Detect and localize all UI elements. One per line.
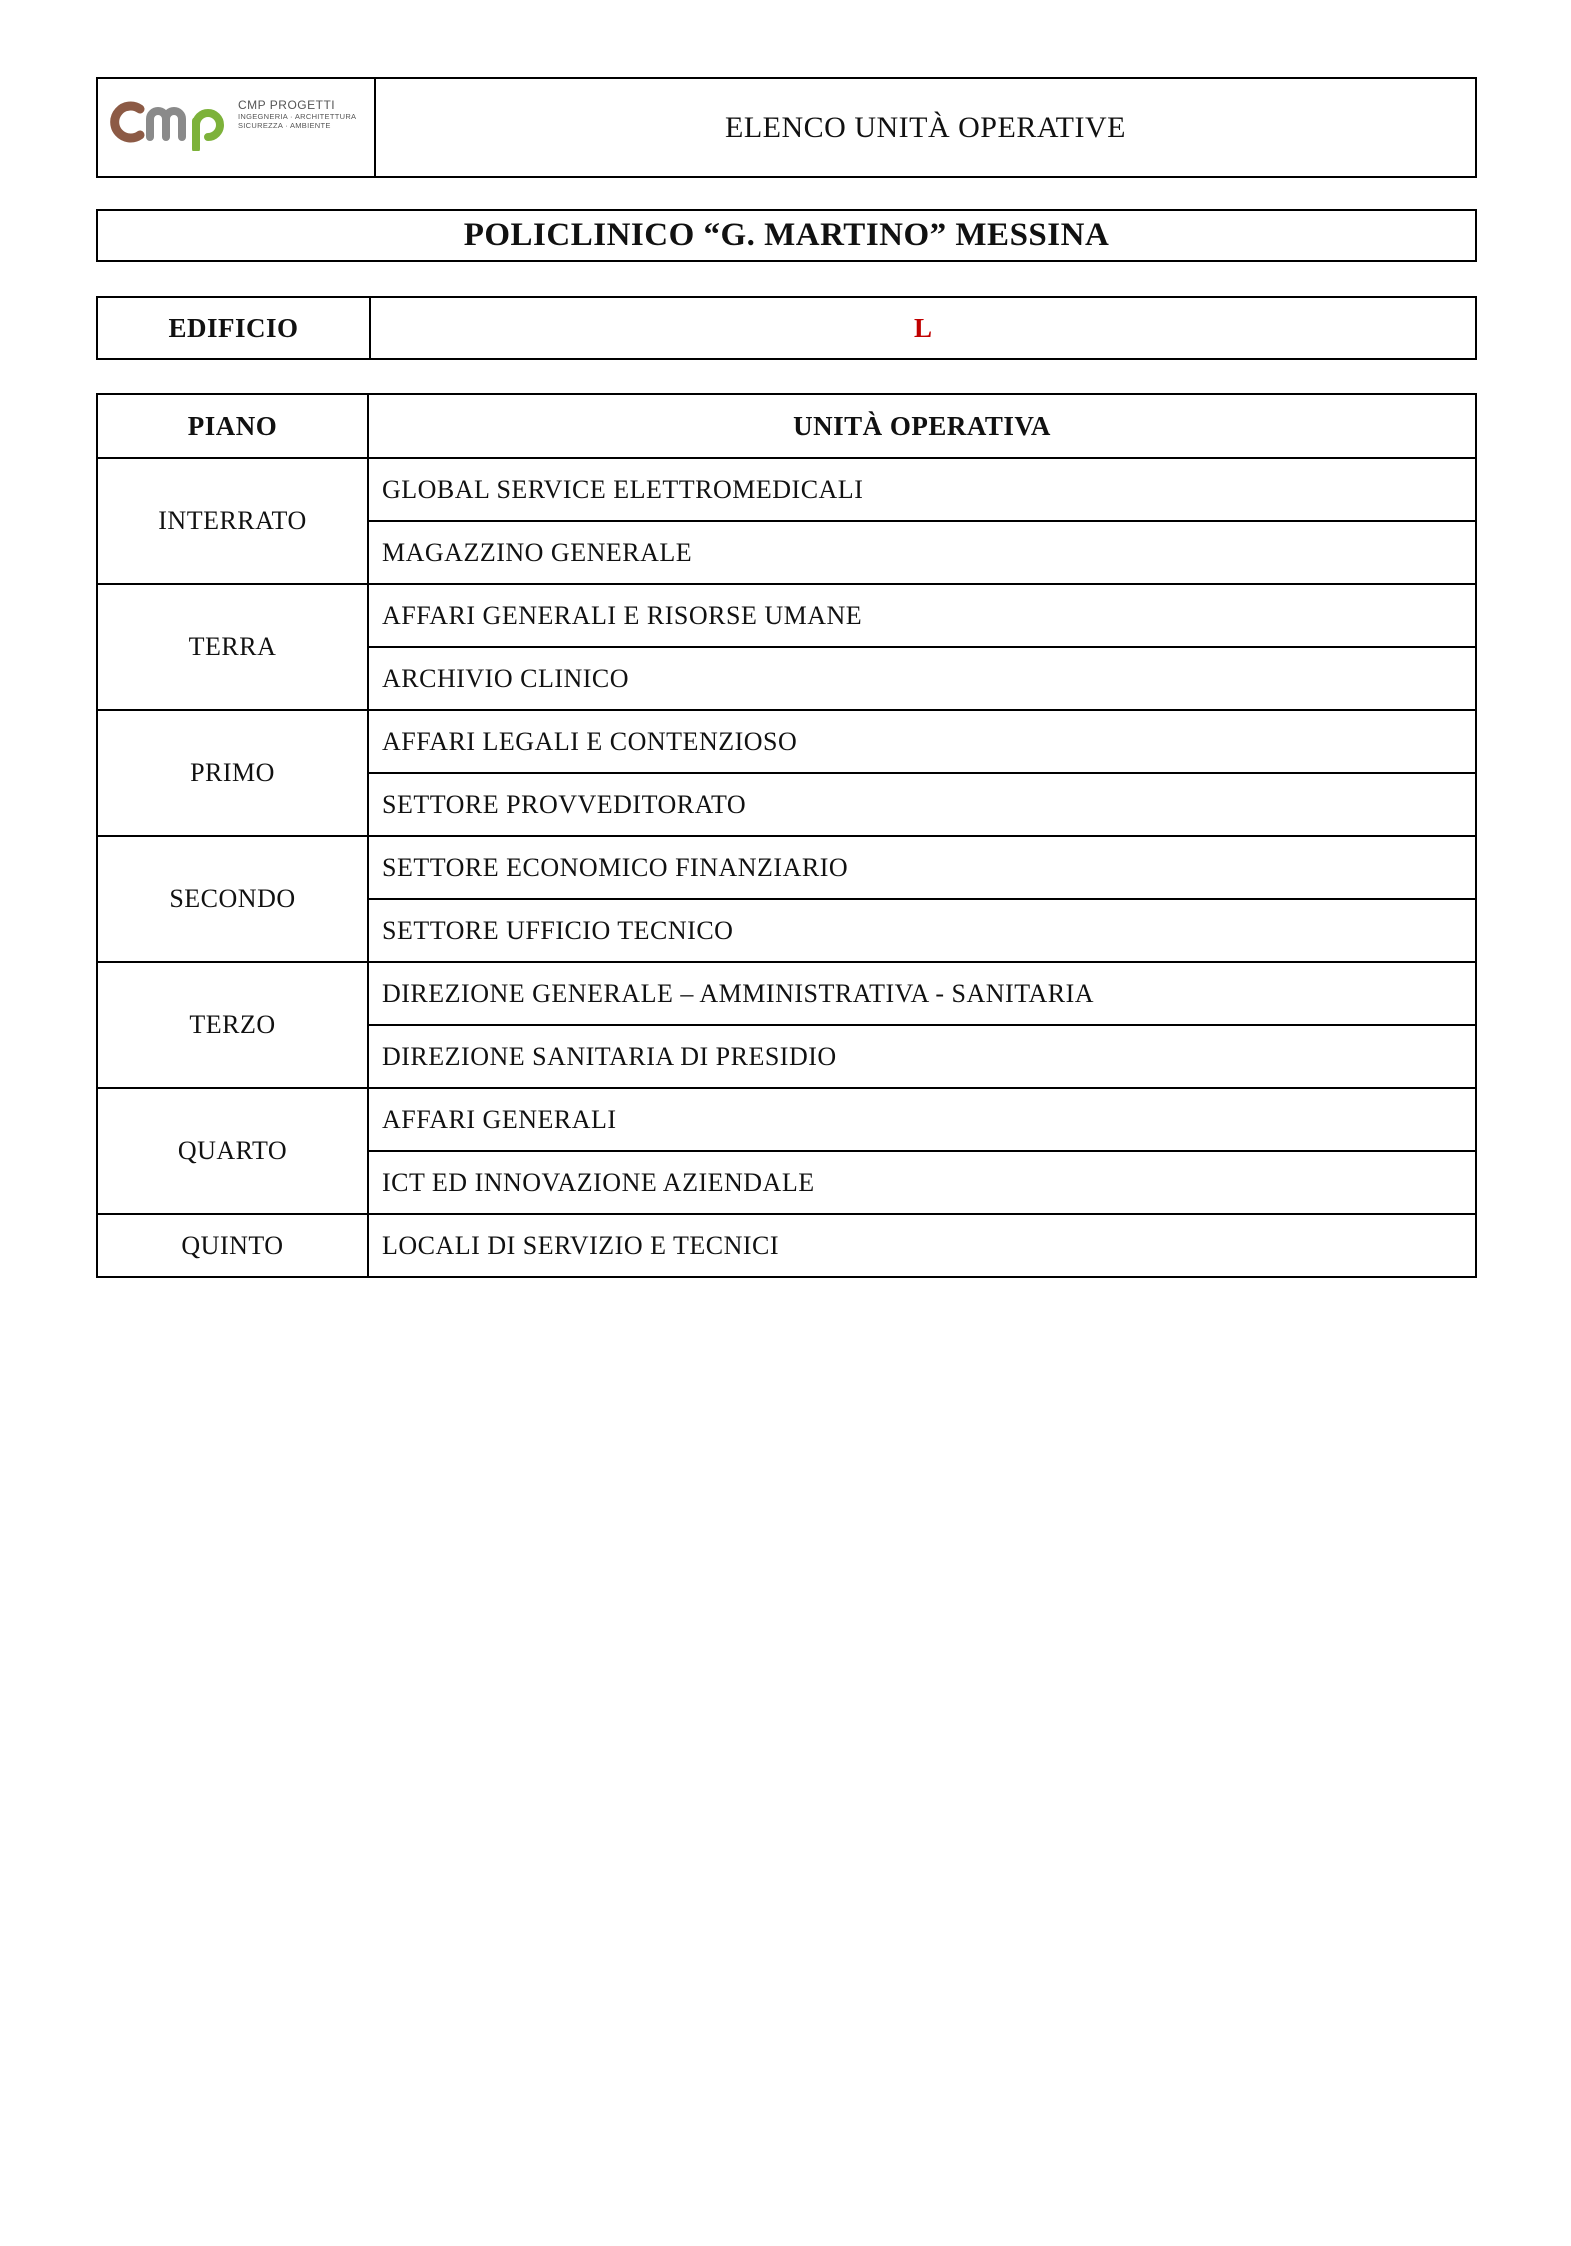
unit-cell: MAGAZZINO GENERALE: [368, 521, 1476, 584]
logo-text: [238, 98, 356, 130]
table-row: [97, 710, 1476, 773]
logo-cell: [98, 79, 376, 176]
header-unit: UNITÀ OPERATIVA: [368, 394, 1476, 458]
units-body: [97, 458, 1476, 1277]
unit-cell: AFFARI GENERALI: [368, 1088, 1476, 1151]
document-title: ELENCO UNITÀ OPERATIVE: [725, 110, 1126, 144]
unit-cell: DIREZIONE GENERALE – AMMINISTRATIVA - SANITARIA: [368, 962, 1476, 1025]
header-floor: PIANO: [97, 394, 368, 458]
unit-cell: ARCHIVIO CLINICO: [368, 647, 1476, 710]
table-header-row: [97, 394, 1476, 458]
hospital-title: POLICLINICO “G. MARTINO” MESSINA: [463, 217, 1110, 253]
table-row: [97, 962, 1476, 1025]
header-title-cell: [376, 79, 1475, 176]
building-label-cell: [98, 298, 371, 358]
table-row: [97, 836, 1476, 899]
building-value: L: [913, 312, 932, 343]
logo-company: CMP PROGETTI: [238, 98, 336, 112]
table-row: [97, 458, 1476, 521]
floor-cell: PRIMO: [97, 710, 368, 836]
cmp-logo-icon: [106, 91, 236, 151]
document-header: [96, 77, 1477, 178]
table-row: [97, 1088, 1476, 1151]
floor-cell: SECONDO: [97, 836, 368, 962]
unit-cell: DIREZIONE SANITARIA DI PRESIDIO: [368, 1025, 1476, 1088]
unit-cell: ICT ED INNOVAZIONE AZIENDALE: [368, 1151, 1476, 1214]
floor-cell: QUARTO: [97, 1088, 368, 1214]
unit-cell: AFFARI LEGALI E CONTENZIOSO: [368, 710, 1476, 773]
unit-cell: LOCALI DI SERVIZIO E TECNICI: [368, 1214, 1476, 1277]
building-value-cell: [371, 298, 1475, 358]
table-row: [97, 584, 1476, 647]
unit-cell: AFFARI GENERALI E RISORSE UMANE: [368, 584, 1476, 647]
building-row: [96, 296, 1477, 360]
floor-cell: INTERRATO: [97, 458, 368, 584]
unit-cell: SETTORE UFFICIO TECNICO: [368, 899, 1476, 962]
unit-cell: SETTORE PROVVEDITORATO: [368, 773, 1476, 836]
hospital-banner: [96, 209, 1477, 262]
units-table: [96, 393, 1477, 1278]
logo-tagline-1: INGEGNERIA · ARCHITETTURA: [238, 112, 357, 121]
table-row: [97, 1214, 1476, 1277]
floor-cell: TERRA: [97, 584, 368, 710]
floor-cell: QUINTO: [97, 1214, 368, 1277]
floor-cell: TERZO: [97, 962, 368, 1088]
unit-cell: SETTORE ECONOMICO FINANZIARIO: [368, 836, 1476, 899]
unit-cell: GLOBAL SERVICE ELETTROMEDICALI: [368, 458, 1476, 521]
logo-tagline-2: SICUREZZA · AMBIENTE: [238, 121, 331, 130]
building-label: EDIFICIO: [168, 312, 299, 343]
